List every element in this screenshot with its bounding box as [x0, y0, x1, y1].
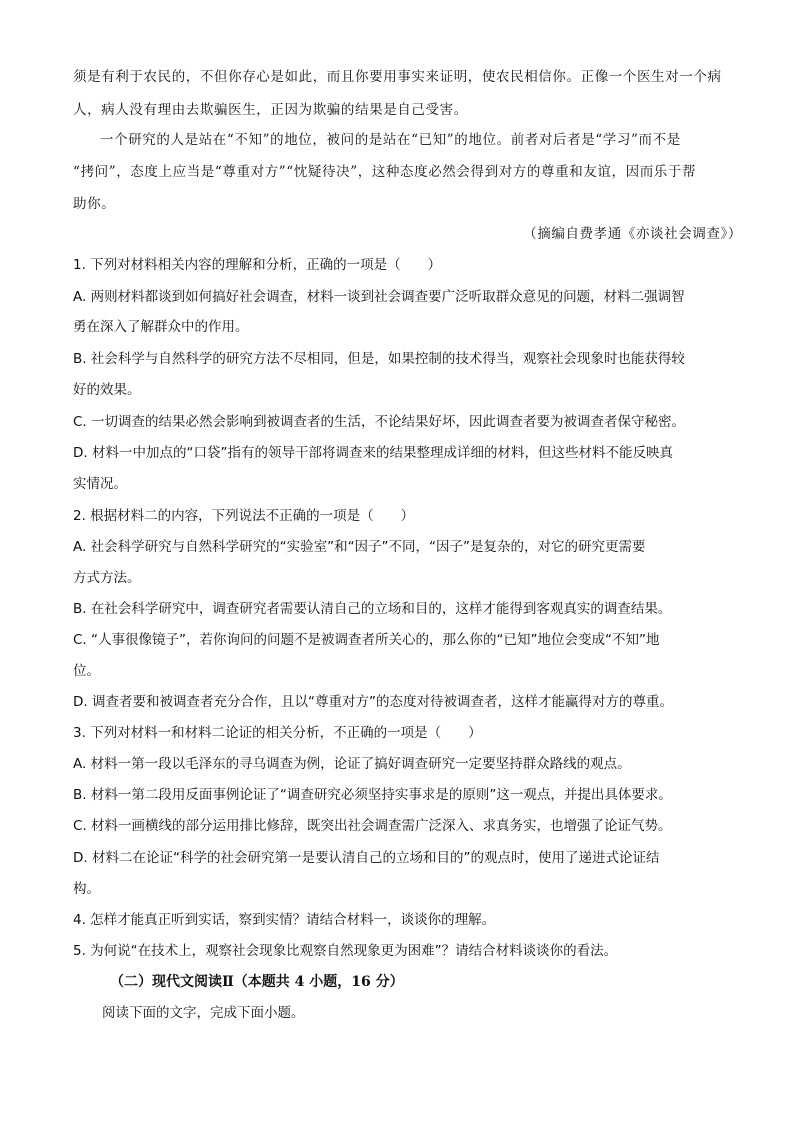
- question-3-option-b: B. 材料一第二段用反面事例论证了“调查研究必须坚持实事求是的原则”这一观点，并提出具体要求。: [73, 787, 672, 803]
- question-1-option-d-line-2: 实情况。: [73, 476, 127, 492]
- question-1-option-d-line-1: D. 材料一中加点的“口袋”指有的领导干部将调查来的结果整理成详细的材料，但这些材料不能反映真: [73, 445, 673, 461]
- question-3-stem: 3. 下列对材料一和材料二论证的相关分析，不正确的一项是（ ）: [73, 725, 482, 741]
- section-title: （二）现代文阅读Ⅱ（本题共 4 小题，16 分）: [110, 974, 404, 990]
- question-1-option-b-line-1: B. 社会科学与自然科学的研究方法不尽相同，但是，如果控制的技术得当，观察社会现象时也能获得较: [73, 351, 685, 367]
- question-2-option-a-line-1: A. 社会科学研究与自然科学研究的“实验室”和“因子”不同，“因子”是复杂的，对它的研究更需要: [73, 539, 646, 555]
- question-2-stem: 2. 根据材料二的内容，下列说法不正确的一项是（ ）: [73, 508, 415, 524]
- question-1-option-c: C. 一切调查的结果必然会影响到被调查者的生活，不论结果好坏，因此调查者要为被调查者保守秘密。: [73, 414, 686, 430]
- question-3-option-d-line-2: 构。: [73, 881, 100, 897]
- question-3-option-d-line-1: D. 材料二在论证“科学的社会研究第一是要认清自己的立场和目的”的观点时，使用了递进式论证结: [73, 850, 660, 866]
- question-2-option-c-line-2: 位。: [73, 663, 100, 679]
- passage-source: （摘编自费孝通《亦谈社会调查》）: [523, 226, 742, 242]
- passage-line-2: 人，病人没有理由去欺骗医生，正因为欺骗的结果是自己受害。: [73, 102, 468, 118]
- question-3-option-c: C. 材料一画横线的部分运用排比修辞，既突出社会调查需广泛深入、求真务实，也增强了论证气势。: [73, 818, 672, 834]
- question-2-option-b: B. 在社会科学研究中，调查研究者需要认清自己的立场和目的，这样才能得到客观真实的调查结果。: [73, 601, 672, 617]
- question-1-option-a-line-2: 勇在深入了解群众中的作用。: [73, 319, 249, 335]
- question-5: 5. 为何说“在技术上，观察社会现象比观察自然现象更为困难”？请结合材料谈谈你的看法。: [73, 943, 618, 959]
- passage-line-3: 一个研究的人是站在“不知”的地位，被问的是站在“已知”的地位。前者对后者是“学习”而不是: [100, 132, 681, 148]
- question-4: 4. 怎样才能真正听到实话，察到实情？请结合材料一，谈谈你的理解。: [73, 912, 496, 928]
- passage-line-1: 须是有利于农民的，不但你存心是如此，而且你要用事实来证明，使农民相信你。正像一个医生对一个病: [73, 69, 722, 85]
- passage-line-4: “拷问”，态度上应当是“尊重对方”“忱疑待决”，这种态度必然会得到对方的尊重和友谊，因而乐于帮: [73, 164, 697, 180]
- question-2-option-c-line-1: C. “人事很像镜子”，若你询问的问题不是被调查者所关心的，那么你的“已知”地位会变成“不知”地: [73, 632, 660, 648]
- question-3-option-a: A. 材料一第一段以毛泽东的寻乌调查为例，论证了搞好调查研究一定要坚持群众路线的观点。: [73, 756, 631, 772]
- question-2-option-d: D. 调查者要和被调查者充分合作，且以“尊重对方”的态度对待被调查者，这样才能赢得对方的尊重。: [73, 694, 673, 710]
- question-1-option-a-line-1: A. 两则材料都谈到如何搞好社会调查，材料一谈到社会调查要广泛听取群众意见的问题，材料二强调智: [73, 289, 685, 305]
- question-1-option-b-line-2: 好的效果。: [73, 382, 141, 398]
- passage-line-5: 助你。: [73, 196, 116, 212]
- question-1-stem: 1. 下列对材料相关内容的理解和分析，正确的一项是（ ）: [73, 257, 442, 273]
- question-2-option-a-line-2: 方式方法。: [73, 570, 141, 586]
- section-instruction: 阅读下面的文字，完成下面小题。: [102, 1005, 305, 1021]
